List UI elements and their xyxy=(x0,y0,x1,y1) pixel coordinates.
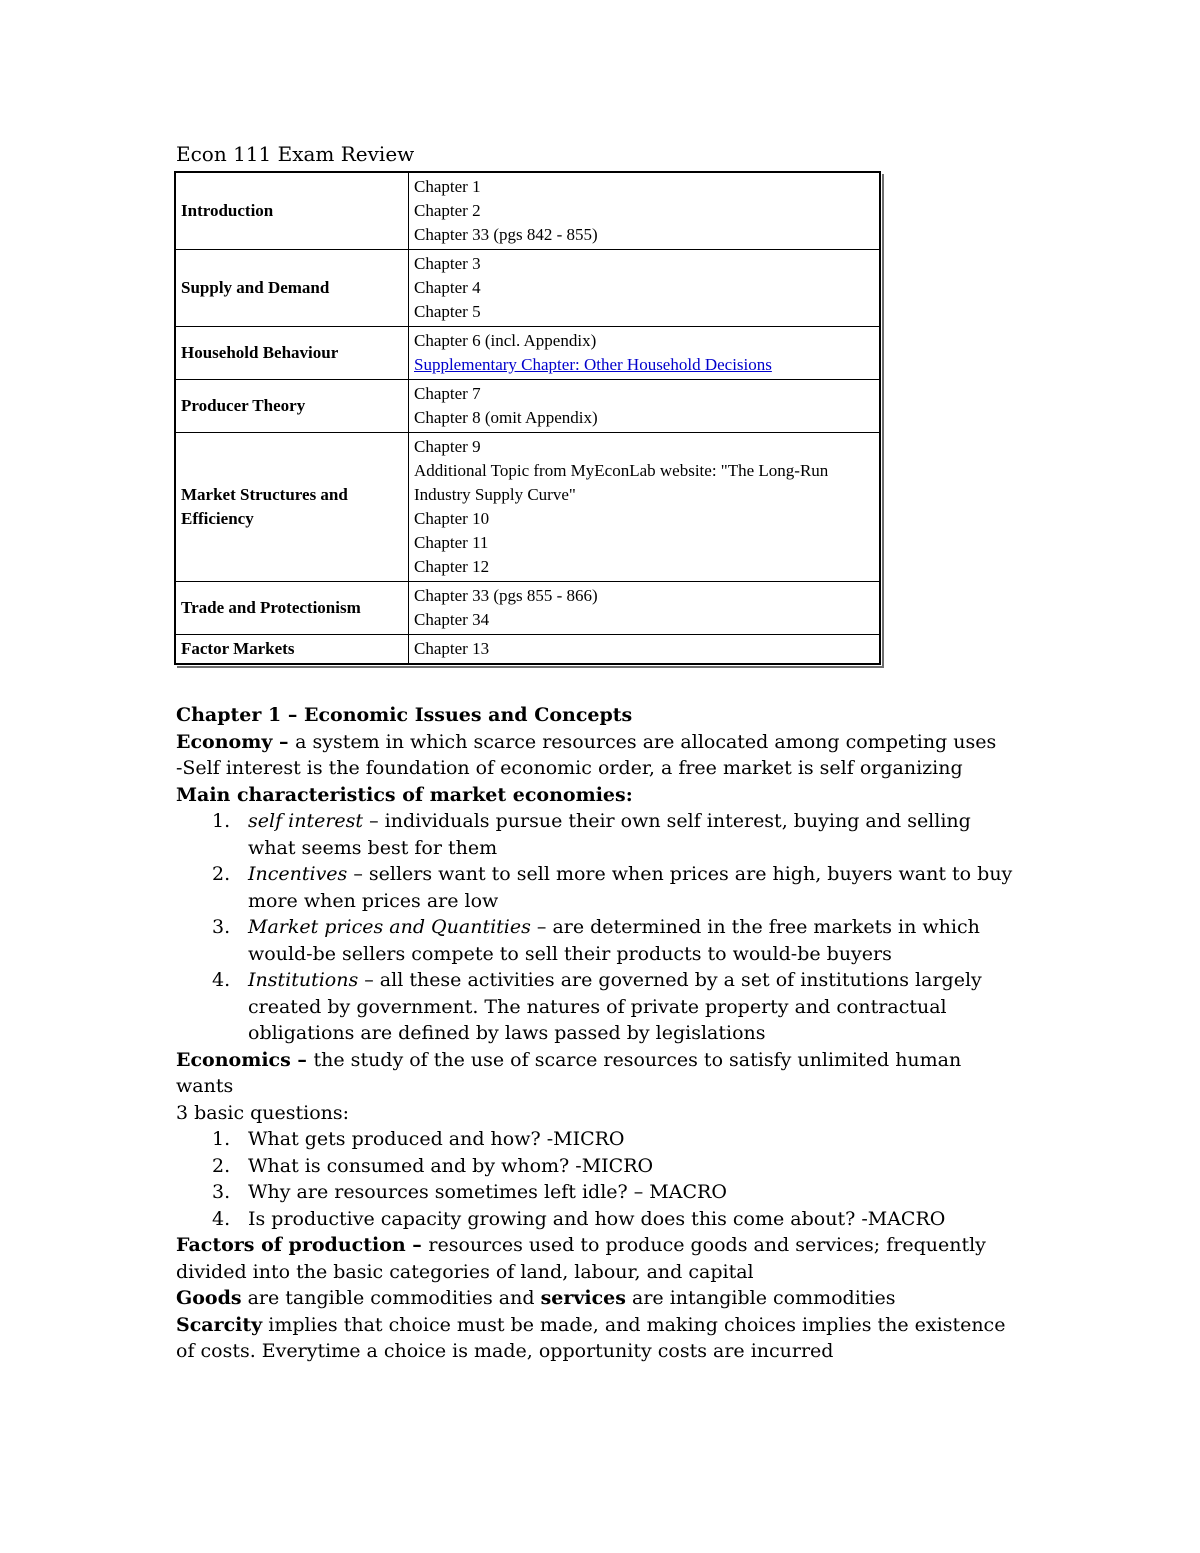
topic-cell: Trade and Protectionism xyxy=(175,582,409,635)
topic-cell: Household Behaviour xyxy=(175,327,409,380)
chapter-line: Additional Topic from MyEconLab website: "The Long-Run Industry Supply Curve" xyxy=(414,461,829,504)
text-segment: – sellers want to sell more when prices are high, buyers want to buy more when prices are low xyxy=(248,863,1013,912)
list-item xyxy=(176,914,1024,967)
chapters-cell xyxy=(409,635,881,665)
list-item-text xyxy=(248,810,971,859)
text-segment: Is productive capacity growing and how does this come about? -MACRO xyxy=(248,1207,946,1230)
chapters-cell xyxy=(409,380,881,433)
text-segment: Factors of production – xyxy=(176,1234,429,1256)
chapter-line: Chapter 33 (pgs 842 - 855) xyxy=(414,225,598,244)
list-number: 1. xyxy=(212,810,231,832)
list-number: 4. xyxy=(212,969,231,991)
chapter-line: Chapter 12 xyxy=(414,557,490,576)
text-segment: are intangible commodities xyxy=(625,1287,896,1309)
list-item xyxy=(176,808,1024,861)
chapter-line: Chapter 9 xyxy=(414,437,481,456)
review-table-body xyxy=(175,172,880,664)
chapter-line: Chapter 8 (omit Appendix) xyxy=(414,408,598,427)
chapter-line: Chapter 13 xyxy=(414,639,490,658)
list-number: 2. xyxy=(212,863,231,885)
chapter-line: Chapter 2 xyxy=(414,201,481,220)
topic-cell: Supply and Demand xyxy=(175,250,409,327)
list-item-text xyxy=(248,969,982,1044)
chapters-cell xyxy=(409,433,881,582)
paragraph xyxy=(176,1312,1024,1365)
list-item-text xyxy=(248,863,1012,912)
list-number: 4. xyxy=(212,1207,231,1230)
chapter-line: Chapter 4 xyxy=(414,278,481,297)
topic-cell: Introduction xyxy=(175,172,409,250)
paragraph xyxy=(176,1285,1024,1312)
table-row xyxy=(175,327,880,380)
list-item xyxy=(176,1179,1024,1206)
table-row xyxy=(175,250,880,327)
chapter-line: Chapter 6 (incl. Appendix) xyxy=(414,331,597,350)
chapter-line: Chapter 3 xyxy=(414,254,481,273)
chapters-cell xyxy=(409,250,881,327)
page-title: Econ 111 Exam Review xyxy=(176,142,415,166)
text-segment: self interest xyxy=(248,810,364,832)
topic-cell: Market Structures and Efficiency xyxy=(175,433,409,582)
text-segment: Chapter 1 – Economic Issues and Concepts xyxy=(176,704,633,726)
text-segment: Institutions xyxy=(248,969,359,991)
topic-cell: Factor Markets xyxy=(175,635,409,665)
text-segment: – individuals pursue their own self interest, buying and selling what seems best for them xyxy=(248,810,971,859)
list-item-text xyxy=(248,1128,625,1150)
list-item-text xyxy=(248,1155,653,1177)
list-item xyxy=(176,1126,1024,1153)
ordered-list xyxy=(176,808,1024,1047)
paragraph xyxy=(176,755,1024,782)
text-segment: Economy – xyxy=(176,730,296,753)
table-row xyxy=(175,433,880,582)
text-segment: -Self interest is the foundation of economic order, a free market is self organizing xyxy=(176,757,963,779)
chapter-line: Chapter 10 xyxy=(414,509,490,528)
text-segment: services xyxy=(540,1287,626,1309)
text-segment: Why are resources sometimes left idle? – MACRO xyxy=(248,1181,727,1203)
supplementary-chapter-link[interactable]: Supplementary Chapter: Other Household Decisions xyxy=(414,355,772,374)
list-item xyxy=(176,1206,1024,1233)
list-item-text xyxy=(248,1208,945,1230)
table-row xyxy=(175,635,880,665)
text-segment: Scarcity xyxy=(176,1313,263,1336)
paragraph xyxy=(176,702,1024,729)
list-item-text xyxy=(248,1181,727,1203)
list-item xyxy=(176,861,1024,914)
text-segment: Economics – xyxy=(176,1048,314,1071)
text-segment: – all these activities are governed by a set of institutions largely created by government. The natures of private property and contractual obligations are defined by laws passed by legislations xyxy=(248,969,982,1044)
text-segment: What is consumed and by whom? -MICRO xyxy=(248,1154,654,1177)
chapter-line xyxy=(414,353,874,377)
text-segment: Main characteristics of market economies: xyxy=(176,783,633,806)
chapter-line: Chapter 11 xyxy=(414,533,489,552)
list-item-text xyxy=(248,916,980,965)
text-segment: Incentives xyxy=(248,863,348,885)
chapter-line: Chapter 7 xyxy=(414,384,481,403)
table-row xyxy=(175,380,880,433)
topic-cell: Producer Theory xyxy=(175,380,409,433)
paragraph xyxy=(176,1047,1024,1100)
text-segment: the study of the use of scarce resources to satisfy unlimited human wants xyxy=(176,1048,962,1097)
list-number: 1. xyxy=(212,1128,231,1150)
text-segment: implies that choice must be made, and making choices implies the existence of costs. Everytime a choice is made, opportunity costs are incurred xyxy=(176,1313,1006,1362)
chapters-cell xyxy=(409,327,881,380)
chapter-line: Chapter 34 xyxy=(414,610,490,629)
paragraph xyxy=(176,1100,1024,1127)
list-number: 2. xyxy=(212,1154,231,1177)
text-segment: – are determined in the free markets in which would-be sellers compete to sell their products to would-be buyers xyxy=(248,916,980,965)
chapters-cell xyxy=(409,172,881,250)
text-segment: Market prices and Quantities xyxy=(248,916,531,938)
review-table xyxy=(174,171,881,665)
chapters-cell xyxy=(409,582,881,635)
paragraph xyxy=(176,1232,1024,1285)
chapter-line: Chapter 1 xyxy=(414,177,481,196)
text-segment: a system in which scarce resources are allocated among competing uses xyxy=(295,730,997,753)
text-segment: What gets produced and how? -MICRO xyxy=(248,1128,625,1150)
text-segment: Goods xyxy=(176,1287,242,1309)
text-segment: 3 basic questions: xyxy=(176,1101,350,1124)
list-number: 3. xyxy=(212,916,231,938)
list-item xyxy=(176,1153,1024,1180)
chapter-line: Chapter 5 xyxy=(414,302,481,321)
table-row xyxy=(175,172,880,250)
chapter-line: Chapter 33 (pgs 855 - 866) xyxy=(414,586,598,605)
list-item xyxy=(176,967,1024,1047)
text-segment: are tangible commodities and xyxy=(241,1287,541,1309)
text-segment: resources used to produce goods and services; frequently divided into the basic categories of land, labour, and capital xyxy=(176,1234,986,1283)
ordered-list xyxy=(176,1126,1024,1232)
list-number: 3. xyxy=(212,1181,231,1203)
paragraph xyxy=(176,782,1024,809)
notes-section xyxy=(176,702,1024,1365)
table-row xyxy=(175,582,880,635)
paragraph xyxy=(176,729,1024,756)
